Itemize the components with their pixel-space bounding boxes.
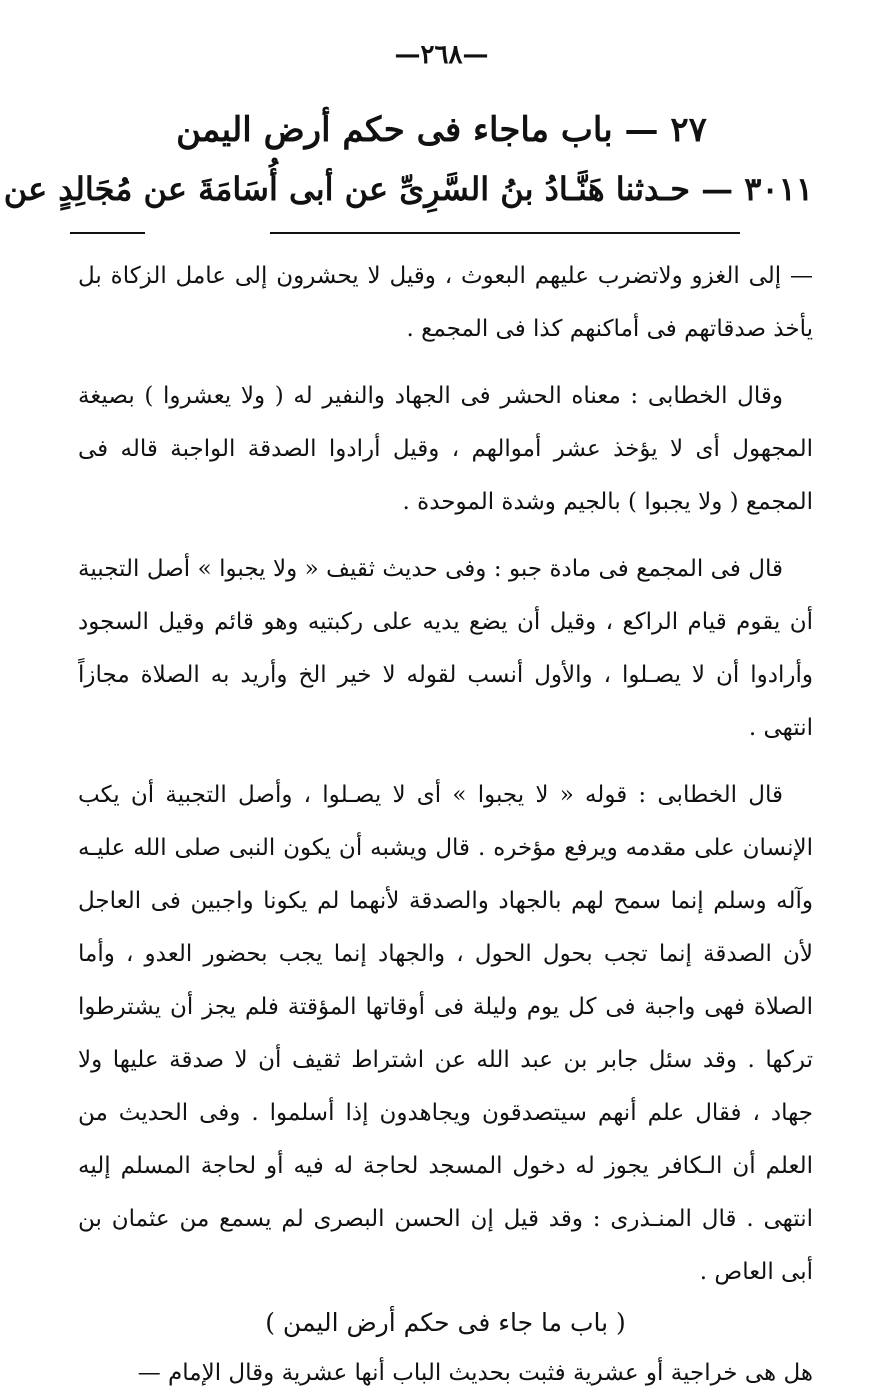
hadith-chain-line: ٣٠١١ — حـدثنا هَنَّـادُ بنُ السَّرِىِّ عن أبى أُسَامَةَ عن مُجَالِدٍ عن bbox=[3, 170, 813, 208]
commentary-paragraph-1: — إلى الغزو ولاتضرب عليهم البعوث ، وقيل لا يحشرون إلى عامل الزكاة بل يأخذ صدقاتهم فى أماكنهم كذا فى المجمع . bbox=[78, 263, 813, 342]
page-number: —٢٦٨— bbox=[394, 40, 489, 70]
commentary-paragraph-final: هل هى خراجية أو عشرية فثبت بحديث الباب أنها عشرية وقال الإمام — bbox=[137, 1360, 813, 1386]
commentary-paragraph-3: قال فى المجمع فى مادة جبو : وفى حديث ثقيف « ولا يجبوا » أصل التجبية أن يقوم قيام الراكع ، وقيل أن يضع يديه على ركبتيه وهو قائم وقيل السجود وأرادوا أن لا يصـلوا ، والأول أنسب لقوله لا خير الخ وأريد به الصلاة مجازاً انتهى . bbox=[78, 556, 813, 741]
section-subheading: ( باب ما جاء فى حكم أرض اليمن ) bbox=[265, 1308, 626, 1337]
separator-rule-left bbox=[70, 232, 145, 234]
commentary-paragraph-4: قال الخطابى : قوله « لا يجبوا » أى لا يصـلوا ، وأصل التجبية أن يكب الإنسان على مقدمه ويرفع مؤخره . قال ويشبه أن يكون النبى صلى الله عليـه وآله وسلم إنما سمح لهم بالجهاد والصدقة لأنهما لم يكونا واجبين فى العاجل لأن الصدقة إنما تجب بحول الحول ، والجهاد إنما يجب بحضور العدو ، وأما الصلاة فهى واجبة فى كل يوم وليلة فى أوقاتها المؤقتة فلم يجز أن يشترطوا تركها . وقد سئل جابر بن عبد الله عن اشتراط ثقيف أن لا صدقة عليها ولا جهاد ، فقال علم أنهم سيتصدقون ويجاهدون إذا أسلموا . وفى الحديث من العلم أن الـكافر يجوز له دخول المسجد لحاجة له فيه أو لحاجة المسلم إليه انتهى . قال المنـذرى : وقد قيل إن الحسن البصرى لم يسمع من عثمان بن أبى العاص . bbox=[78, 782, 813, 1285]
chapter-title: ٢٧ — باب ماجاء فى حكم أرض اليمن bbox=[176, 110, 707, 150]
commentary-body bbox=[78, 250, 813, 1400]
separator-rule bbox=[270, 232, 740, 234]
commentary-paragraph-2: وقال الخطابى : معناه الحشر فى الجهاد والنفير له ( ولا يعشروا ) بصيغة المجهول أى لا يؤخذ عشر أموالهم ، وقيل أرادوا الصدقة الواجبة قاله فى المجمع ( ولا يجبوا ) بالجيم وشدة الموحدة . bbox=[78, 383, 813, 515]
